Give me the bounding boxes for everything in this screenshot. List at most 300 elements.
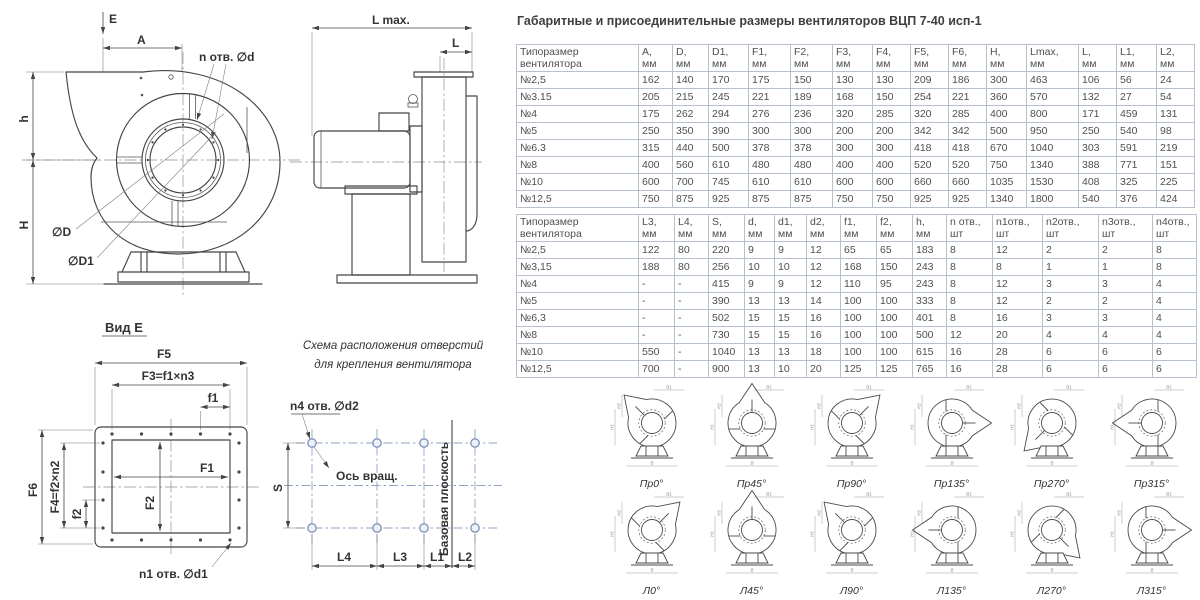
dim-b-label: В (749, 460, 754, 466)
table-cell: 243 (913, 276, 947, 293)
row-label: №8 (517, 327, 639, 344)
table-row (517, 327, 1197, 344)
table-row (517, 191, 1195, 208)
dim-h1-label: Н1 (709, 531, 714, 537)
table-cell: 1 (1099, 259, 1153, 276)
dim-F1-label: F1 (199, 461, 215, 475)
table-cell: 3 (1043, 276, 1099, 293)
scheme-title-line1: Схема расположения отверстий (302, 340, 484, 352)
fan-inlet-and-base (931, 410, 973, 458)
dim-h1-label: Н1 (909, 531, 914, 537)
dim-b-label: В (849, 460, 854, 466)
fan-side-view-drawing (288, 0, 512, 305)
dim-F2-label: F2 (143, 495, 157, 511)
dim-h2-label: Н2 (916, 510, 921, 516)
table-cell: 670 (987, 140, 1027, 157)
column-header: F3, мм (833, 45, 873, 72)
orientation-label: Пр270° (1033, 478, 1070, 490)
dim-f1-small-label: f1 (207, 391, 219, 405)
table-cell: 80 (675, 242, 709, 259)
dim-h1-label: Н1 (1109, 531, 1114, 537)
table-cell: 162 (639, 72, 673, 89)
fan-scroll-body (728, 491, 776, 554)
dim-f6-label: F6 (26, 482, 40, 498)
orientation-label: Пр45° (736, 478, 767, 490)
row-label: №4 (517, 106, 639, 123)
table-cell: 300 (833, 140, 873, 157)
table-cell: 98 (1157, 123, 1195, 140)
orientation-label: Пр135° (933, 478, 970, 490)
dim-h1-label: Н1 (809, 424, 814, 430)
column-header: Типоразмер вентилятора (517, 215, 639, 242)
dim-b-label: В (749, 567, 754, 573)
column-header: F6, мм (949, 45, 987, 72)
orientation-diagram (1003, 490, 1100, 597)
dim-b1-label: В1 (1165, 491, 1172, 497)
table-cell: 600 (873, 174, 911, 191)
table-cell: 900 (709, 361, 745, 378)
base-plane-label: Базовая плоскость (437, 441, 451, 556)
table-cell: 215 (673, 89, 709, 106)
dim-s-label: S (271, 483, 285, 493)
table-cell: 500 (709, 140, 749, 157)
dim-l1-label: L1 (429, 550, 445, 564)
column-header: f2, мм (877, 215, 913, 242)
table-cell: 100 (877, 327, 913, 344)
table-cell: 660 (949, 174, 987, 191)
row-label: №5 (517, 293, 639, 310)
row-label: №12,5 (517, 191, 639, 208)
dim-b1-label: В1 (665, 384, 672, 390)
fan-orientation-drawing (904, 383, 1000, 475)
table-cell: 150 (791, 72, 833, 89)
table-cell: 12 (993, 242, 1043, 259)
row-label: №2,5 (517, 72, 639, 89)
dim-b-label: В (1049, 567, 1054, 573)
table-cell: 520 (949, 157, 987, 174)
fan-inlet-and-base (931, 517, 973, 565)
fan-orientation-drawing (804, 383, 900, 475)
table-cell: 188 (639, 259, 675, 276)
dim-h1-label: Н1 (1109, 424, 1114, 430)
table-cell: 122 (639, 242, 675, 259)
column-header: Lmax, мм (1027, 45, 1079, 72)
table-cell: 14 (807, 293, 841, 310)
fan-orientation-drawing (804, 490, 900, 582)
mounting-holes-scheme (270, 330, 515, 600)
dim-h2-label: Н2 (1116, 403, 1121, 409)
table-cell: 2 (1043, 242, 1099, 259)
table-cell: 10 (745, 259, 775, 276)
dim-b1-label: В1 (865, 384, 872, 390)
row-label: №3.15 (517, 89, 639, 106)
table-cell: 3 (1043, 310, 1099, 327)
orientation-label: Л315° (1137, 585, 1166, 597)
table-cell: 10 (775, 259, 807, 276)
table-cell: 285 (873, 106, 911, 123)
table-cell: 500 (913, 327, 947, 344)
table-cell: 875 (791, 191, 833, 208)
row-label: №10 (517, 344, 639, 361)
orientation-diagram (1003, 383, 1100, 490)
table-cell: 4 (1153, 293, 1197, 310)
table-cell: 570 (1027, 89, 1079, 106)
table-cell: 209 (911, 72, 949, 89)
dim-b-label: В (849, 567, 854, 573)
table-cell: 9 (775, 242, 807, 259)
dim-l4-label: L4 (336, 550, 352, 564)
column-header: n1отв., шт (993, 215, 1043, 242)
table-cell: 168 (841, 259, 877, 276)
dim-f2-small-label: f2 (70, 508, 84, 520)
table-cell: 9 (745, 276, 775, 293)
dim-f4-label: F4=f2×n2 (48, 460, 62, 514)
table-cell: 400 (833, 157, 873, 174)
table-cell: 12 (807, 276, 841, 293)
table-cell: 100 (877, 344, 913, 361)
table-cell: 8 (947, 276, 993, 293)
fan-inlet-and-base (731, 517, 773, 565)
table-cell: 175 (639, 106, 673, 123)
table-cell: 225 (1157, 174, 1195, 191)
table-cell: 459 (1117, 106, 1157, 123)
table-cell: 170 (709, 72, 749, 89)
row-label: №8 (517, 157, 639, 174)
table-cell: 4 (1153, 276, 1197, 293)
row-label: №6.3 (517, 140, 639, 157)
table-cell: 540 (1079, 191, 1117, 208)
table-cell: 12 (807, 259, 841, 276)
table-cell: 300 (791, 123, 833, 140)
table-cell: 12 (993, 276, 1043, 293)
table-cell: 250 (1079, 123, 1117, 140)
table-cell: 13 (745, 361, 775, 378)
table-cell: - (675, 344, 709, 361)
table-cell: 65 (841, 242, 877, 259)
table-row (517, 242, 1197, 259)
table-cell: - (639, 276, 675, 293)
table-cell: 131 (1157, 106, 1195, 123)
table-cell: 1 (1043, 259, 1099, 276)
table-cell: 408 (1079, 174, 1117, 191)
table-cell: 12 (947, 327, 993, 344)
orientation-diagram (803, 490, 900, 597)
table-cell: 6 (1153, 361, 1197, 378)
fan-orientation-drawing (1104, 490, 1200, 582)
fan-orientation-drawing (604, 383, 700, 475)
table-cell: 12 (993, 293, 1043, 310)
table-cell: 200 (833, 123, 873, 140)
scheme-holes-label: n4 отв. ∅d2 (290, 399, 359, 413)
table-cell: 300 (873, 140, 911, 157)
table-cell: 750 (987, 157, 1027, 174)
table-cell: 54 (1157, 89, 1195, 106)
table-cell: 560 (673, 157, 709, 174)
table-cell: 100 (841, 310, 877, 327)
column-header: h, мм (913, 215, 947, 242)
table-cell: 615 (913, 344, 947, 361)
dim-b1-label: В1 (1065, 384, 1072, 390)
dim-h1-label: Н1 (609, 424, 614, 430)
table-cell: 750 (639, 191, 673, 208)
table-cell: 100 (841, 327, 877, 344)
table-cell: 418 (911, 140, 949, 157)
table-row (517, 123, 1195, 140)
table-cell: - (639, 327, 675, 344)
table-cell: 221 (749, 89, 791, 106)
fan-orientation-drawing (904, 490, 1000, 582)
orientation-label: Пр0° (639, 478, 664, 490)
orientation-label: Л90° (839, 585, 864, 597)
table-cell: 480 (791, 157, 833, 174)
column-header: L2, мм (1157, 45, 1195, 72)
column-header: L1, мм (1117, 45, 1157, 72)
mounting-dimensions-table (516, 214, 1197, 378)
table-row (517, 89, 1195, 106)
row-label: №6,3 (517, 310, 639, 327)
orientation-diagram (903, 490, 1000, 597)
table-cell: 925 (949, 191, 987, 208)
orientation-label: Пр90° (836, 478, 867, 490)
dim-a-label: A (137, 33, 146, 47)
dim-l3-label: L3 (392, 550, 408, 564)
fan-scroll-body (728, 384, 776, 447)
table-cell: 4 (1043, 327, 1099, 344)
column-header: A, мм (639, 45, 673, 72)
table-cell: 342 (911, 123, 949, 140)
table-cell: 16 (807, 310, 841, 327)
table-cell: 6 (1043, 361, 1099, 378)
fan-inlet-and-base (1131, 517, 1173, 565)
table-cell: 8 (947, 259, 993, 276)
table-cell: 186 (949, 72, 987, 89)
orientation-diagram (903, 383, 1000, 490)
table-cell: - (675, 310, 709, 327)
column-header: F1, мм (749, 45, 791, 72)
column-header: H, мм (987, 45, 1027, 72)
table-cell: 100 (877, 310, 913, 327)
table-cell: 771 (1117, 157, 1157, 174)
fan-orientation-drawing (1004, 490, 1100, 582)
dim-h2-label: Н2 (816, 403, 821, 409)
orientation-label: Пр315° (1133, 478, 1170, 490)
fan-scroll-body (1128, 506, 1191, 554)
view-e-title: Вид Е (105, 320, 143, 335)
dim-b1-label: В1 (965, 491, 972, 497)
dim-b1-label: В1 (765, 384, 772, 390)
table-cell: 189 (791, 89, 833, 106)
row-label: №4 (517, 276, 639, 293)
dim-h1-label: Н1 (609, 531, 614, 537)
dim-l2-label: L2 (457, 550, 473, 564)
column-header: L3, мм (639, 215, 675, 242)
table-cell: 520 (911, 157, 949, 174)
dim-b1-label: В1 (1165, 384, 1172, 390)
table-cell: 236 (791, 106, 833, 123)
fan-inlet-and-base (1031, 517, 1073, 565)
fan-front-view-drawing (0, 0, 310, 305)
column-header: n4отв., шт (1153, 215, 1197, 242)
table-cell: - (639, 293, 675, 310)
column-header: D, мм (673, 45, 709, 72)
fan-scroll-body (928, 399, 991, 447)
table-cell: - (675, 276, 709, 293)
table-cell: 401 (913, 310, 947, 327)
view-e-drawing (10, 315, 280, 600)
table-cell: - (675, 327, 709, 344)
table-cell: 256 (709, 259, 745, 276)
table-cell: 13 (775, 344, 807, 361)
table-cell: 285 (949, 106, 987, 123)
table-cell: 100 (841, 293, 877, 310)
row-label: №2,5 (517, 242, 639, 259)
table-cell: 250 (639, 123, 673, 140)
table-cell: 125 (877, 361, 913, 378)
orientation-diagram (1103, 490, 1200, 597)
table-cell: 13 (745, 344, 775, 361)
orientation-diagram (703, 383, 800, 490)
rotation-axis-label: Ось вращ. (336, 469, 398, 483)
dim-b1-label: В1 (665, 491, 672, 497)
table-cell: 350 (673, 123, 709, 140)
table-cell: 150 (873, 89, 911, 106)
table-cell: 342 (949, 123, 987, 140)
dim-b1-label: В1 (965, 384, 972, 390)
orientation-label: Л0° (642, 585, 661, 597)
dim-h2-label: Н2 (1016, 403, 1021, 409)
table-cell: 171 (1079, 106, 1117, 123)
column-header: n3отв., шт (1099, 215, 1153, 242)
table-cell: 221 (949, 89, 987, 106)
right-rotation-row (603, 383, 1200, 490)
scheme-title-line2: для крепления вентилятора (314, 359, 472, 371)
table-cell: 463 (1027, 72, 1079, 89)
table-cell: 8 (1153, 259, 1197, 276)
table-cell: 591 (1117, 140, 1157, 157)
column-header: n отв., шт (947, 215, 993, 242)
table-cell: 378 (749, 140, 791, 157)
table-cell: - (675, 293, 709, 310)
column-header: d1, мм (775, 215, 807, 242)
table-cell: 13 (775, 293, 807, 310)
row-label: №12,5 (517, 361, 639, 378)
dim-b-label: В (649, 567, 654, 573)
table-row (517, 157, 1195, 174)
page-title: Габаритные и присоединительные размеры вентиляторов ВЦП 7-40 исп-1 (517, 14, 982, 28)
table-cell: 9 (745, 242, 775, 259)
table-cell: 9 (775, 276, 807, 293)
column-header: L, мм (1079, 45, 1117, 72)
table-cell: 65 (877, 242, 913, 259)
dim-h2-label: Н2 (1016, 510, 1021, 516)
table-cell: 610 (749, 174, 791, 191)
table-cell: 140 (673, 72, 709, 89)
table-cell: 950 (1027, 123, 1079, 140)
table-cell: 16 (947, 344, 993, 361)
table-header-row (517, 45, 1195, 72)
inlet-holes-label: n отв. ∅d (199, 50, 255, 64)
dim-b-label: В (949, 460, 954, 466)
dia-d1-label: ∅D1 (68, 254, 94, 268)
table-cell: 294 (709, 106, 749, 123)
table-cell: 1040 (1027, 140, 1079, 157)
dim-h1-label: Н1 (809, 531, 814, 537)
table-cell: 276 (749, 106, 791, 123)
table-cell: 262 (673, 106, 709, 123)
dia-d-label: ∅D (52, 225, 72, 239)
table-cell: 2 (1043, 293, 1099, 310)
table-cell: 925 (709, 191, 749, 208)
table-cell: 875 (673, 191, 709, 208)
table-cell: 1800 (1027, 191, 1079, 208)
table-cell: 333 (913, 293, 947, 310)
table-cell: 540 (1117, 123, 1157, 140)
table-row (517, 259, 1197, 276)
table-cell: 550 (639, 344, 675, 361)
table-cell: 315 (639, 140, 673, 157)
table-cell: 150 (877, 259, 913, 276)
view-e-label: E (109, 12, 118, 26)
table-cell: 130 (873, 72, 911, 89)
fan-inlet-and-base (1131, 410, 1173, 458)
table-cell: 219 (1157, 140, 1195, 157)
flange-holes-label: n1 отв. ∅d1 (139, 567, 208, 581)
orientation-diagram (603, 383, 700, 490)
dim-b-label: В (649, 460, 654, 466)
table-cell: 254 (911, 89, 949, 106)
table-row (517, 276, 1197, 293)
row-label: №10 (517, 174, 639, 191)
orientation-diagram (603, 490, 700, 597)
table-cell: 1040 (709, 344, 745, 361)
orientation-diagram (703, 490, 800, 597)
table-cell: 27 (1117, 89, 1157, 106)
table-cell: 110 (841, 276, 877, 293)
fan-inlet-and-base (731, 410, 773, 458)
table-cell: 2 (1099, 242, 1153, 259)
dim-b1-label: В1 (765, 491, 772, 497)
table-cell: 10 (775, 361, 807, 378)
table-cell: 3 (1099, 310, 1153, 327)
table-cell: 300 (749, 123, 791, 140)
dim-h2-label: Н2 (616, 510, 621, 516)
table-cell: 100 (877, 293, 913, 310)
table-cell: 502 (709, 310, 745, 327)
table-cell: 610 (709, 157, 749, 174)
table-cell: 13 (745, 293, 775, 310)
table-cell: 750 (873, 191, 911, 208)
dim-h2-label: Н2 (716, 403, 721, 409)
table-row (517, 140, 1195, 157)
table-cell: 15 (775, 310, 807, 327)
table-header-row (517, 215, 1197, 242)
table-cell: 765 (913, 361, 947, 378)
table-cell: 4 (1099, 327, 1153, 344)
table-cell: 168 (833, 89, 873, 106)
table-row (517, 361, 1197, 378)
table-cell: 56 (1117, 72, 1157, 89)
column-header: n2отв., шт (1043, 215, 1099, 242)
table-cell: 925 (911, 191, 949, 208)
table-cell: 16 (993, 310, 1043, 327)
table-cell: 200 (873, 123, 911, 140)
table-row (517, 72, 1195, 89)
table-cell: 400 (873, 157, 911, 174)
dim-b1-label: В1 (1065, 491, 1072, 497)
table-cell: 16 (947, 361, 993, 378)
table-cell: 175 (749, 72, 791, 89)
table-cell: - (639, 310, 675, 327)
